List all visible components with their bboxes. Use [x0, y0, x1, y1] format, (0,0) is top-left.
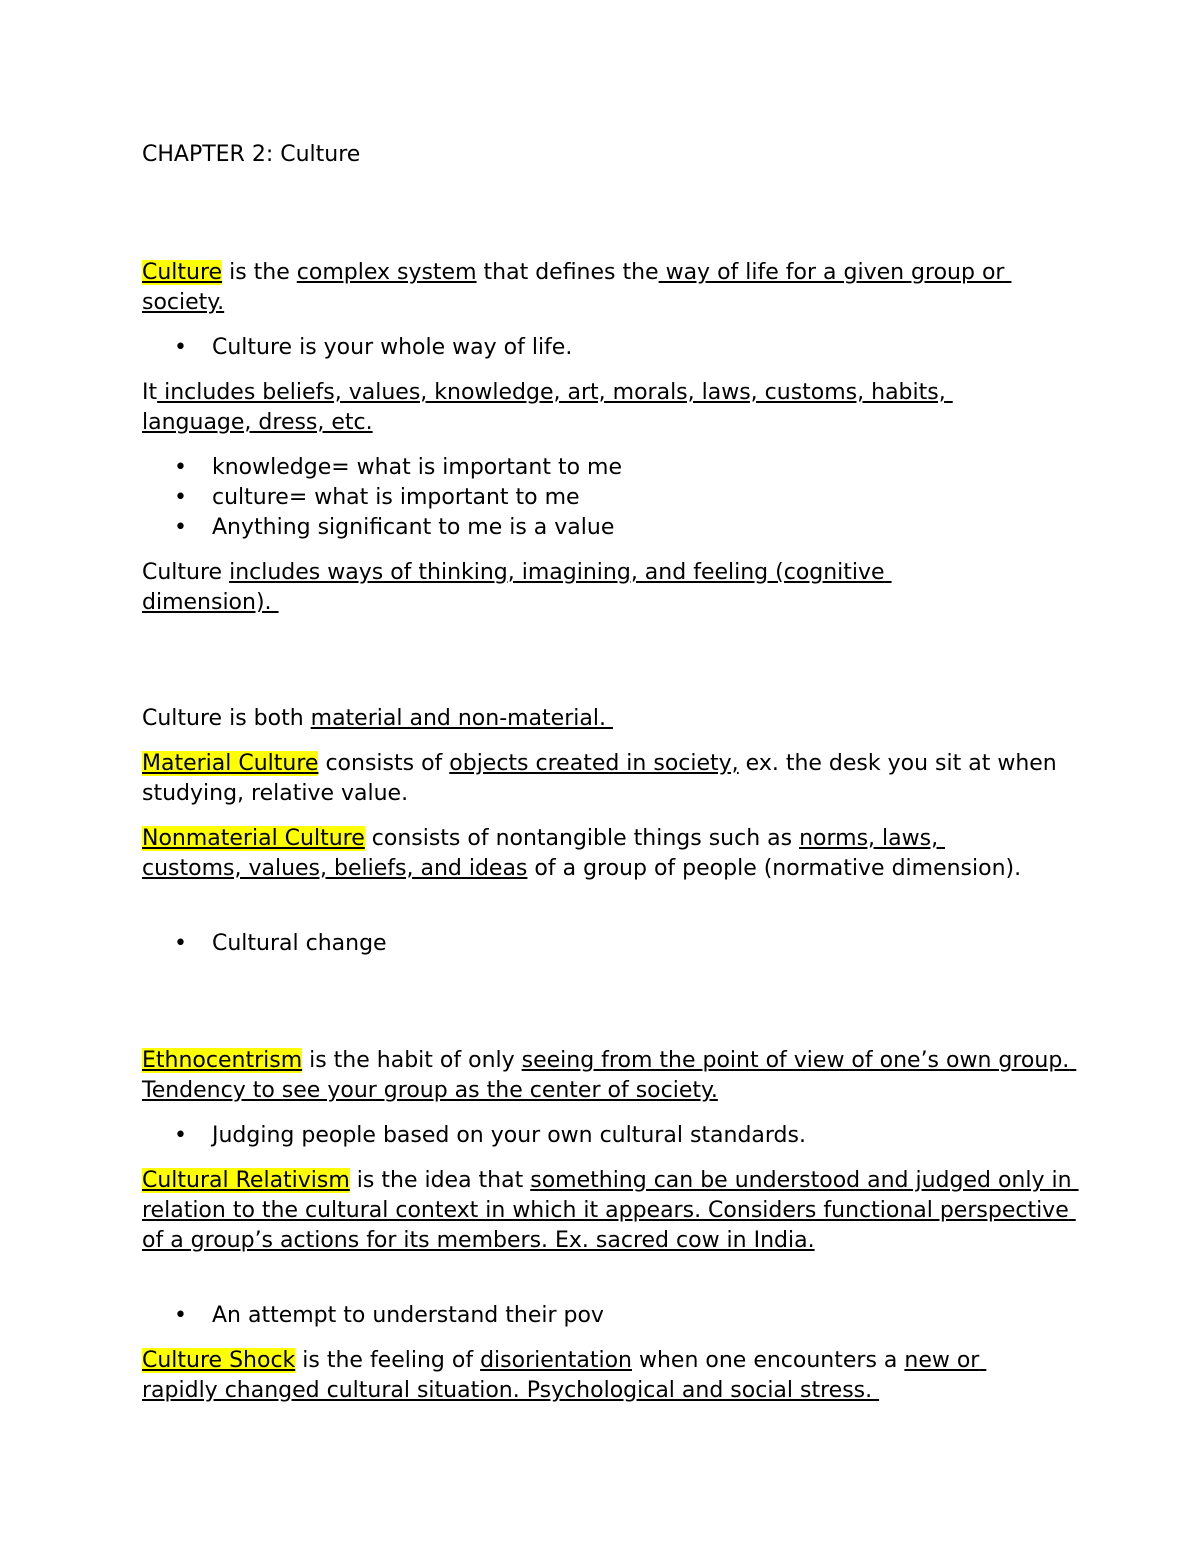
bullet-icon: •	[174, 1303, 187, 1328]
text: Culture	[142, 560, 230, 585]
text-underlined: norms, laws, customs, values, beliefs, and ideas	[142, 826, 946, 881]
term-ethnocentrism: Ethnocentrism	[142, 1048, 303, 1073]
bullet-icon: •	[174, 455, 187, 480]
list-item	[142, 483, 1072, 513]
list-item	[142, 513, 1072, 543]
paragraph-cultural-relativism	[142, 1166, 1079, 1256]
text-underlined: seeing from the point of view of one’s own group. Tendency to see your group as the center of society.	[142, 1048, 1077, 1103]
bullet-icon: •	[174, 1123, 187, 1148]
list-item-text: Cultural change	[212, 931, 387, 956]
paragraph-material-culture	[142, 749, 1072, 809]
bullet-list-2	[142, 453, 1072, 543]
text: that defines the	[476, 260, 659, 285]
text: of a group of people (normative dimension).	[527, 856, 1022, 881]
text: consists of	[318, 751, 450, 776]
text: Culture is both	[142, 706, 311, 731]
text-underlined: new or rapidly changed cultural situation. Psychological and social stress.	[142, 1348, 987, 1403]
text: is the habit of only	[302, 1048, 522, 1073]
term-material-culture: Material Culture	[142, 751, 319, 776]
list-item-text: An attempt to understand their pov	[212, 1303, 604, 1328]
list-item	[142, 453, 1072, 483]
text-underlined: way of life for a given group or society.	[142, 260, 1012, 315]
text: It	[142, 380, 158, 405]
text: is the idea that	[349, 1168, 531, 1193]
paragraph-culture-shock	[142, 1346, 1062, 1406]
paragraph-nonmaterial-culture	[142, 824, 1032, 884]
bullet-icon: •	[174, 485, 187, 510]
chapter-title: CHAPTER 2: Culture	[142, 142, 361, 167]
bullet-list-5	[142, 1301, 1072, 1331]
text-underlined: something can be understood and judged only in relation to the cultural context in which it appears. Considers functional perspective of a group’s actions for its members. Ex. sacred cow in India.	[142, 1168, 1079, 1253]
text: ex. the desk you sit at when studying, relative value.	[142, 751, 1064, 806]
paragraph-cognitive	[142, 558, 962, 618]
list-item-text: Anything significant to me is a value	[212, 515, 615, 540]
list-item-text: knowledge= what is important to me	[212, 455, 623, 480]
text: is the	[222, 260, 297, 285]
bullet-icon: •	[174, 335, 187, 360]
paragraph-ethnocentrism	[142, 1046, 1077, 1106]
paragraph-culture-definition	[142, 258, 1072, 318]
paragraph-includes	[142, 378, 1022, 438]
list-item	[142, 929, 1072, 959]
text-underlined: objects created in society,	[449, 751, 739, 776]
bullet-icon: •	[174, 515, 187, 540]
text: consists of nontangible things such as	[364, 826, 800, 851]
bullet-list-3	[142, 929, 1072, 959]
list-item-text: Culture is your whole way of life.	[212, 335, 573, 360]
bullet-list-4	[142, 1121, 1072, 1151]
list-item-text: Judging people based on your own cultural standards.	[212, 1123, 806, 1148]
list-item	[142, 333, 1072, 363]
term-cultural-relativism: Cultural Relativism	[142, 1168, 350, 1193]
text-underlined: material and non-material.	[310, 706, 613, 731]
bullet-list-1	[142, 333, 1072, 363]
term-culture-shock: Culture Shock	[142, 1348, 296, 1373]
bullet-icon: •	[174, 931, 187, 956]
text: when one encounters a	[631, 1348, 905, 1373]
text-underlined: includes ways of thinking, imagining, and feeling (cognitive dimension).	[142, 560, 892, 615]
paragraph-material-nonmaterial	[142, 704, 1072, 734]
text: is the feeling of	[295, 1348, 481, 1373]
text-underlined: disorientation	[480, 1348, 632, 1373]
text-underlined: complex system	[296, 260, 477, 285]
term-culture: Culture	[142, 260, 223, 285]
term-nonmaterial-culture: Nonmaterial Culture	[142, 826, 365, 851]
list-item-text: culture= what is important to me	[212, 485, 580, 510]
text-underlined: includes beliefs, values, knowledge, art, morals, laws, customs, habits, language, dress, etc.	[142, 380, 953, 435]
list-item	[142, 1301, 1072, 1331]
list-item	[142, 1121, 1072, 1151]
